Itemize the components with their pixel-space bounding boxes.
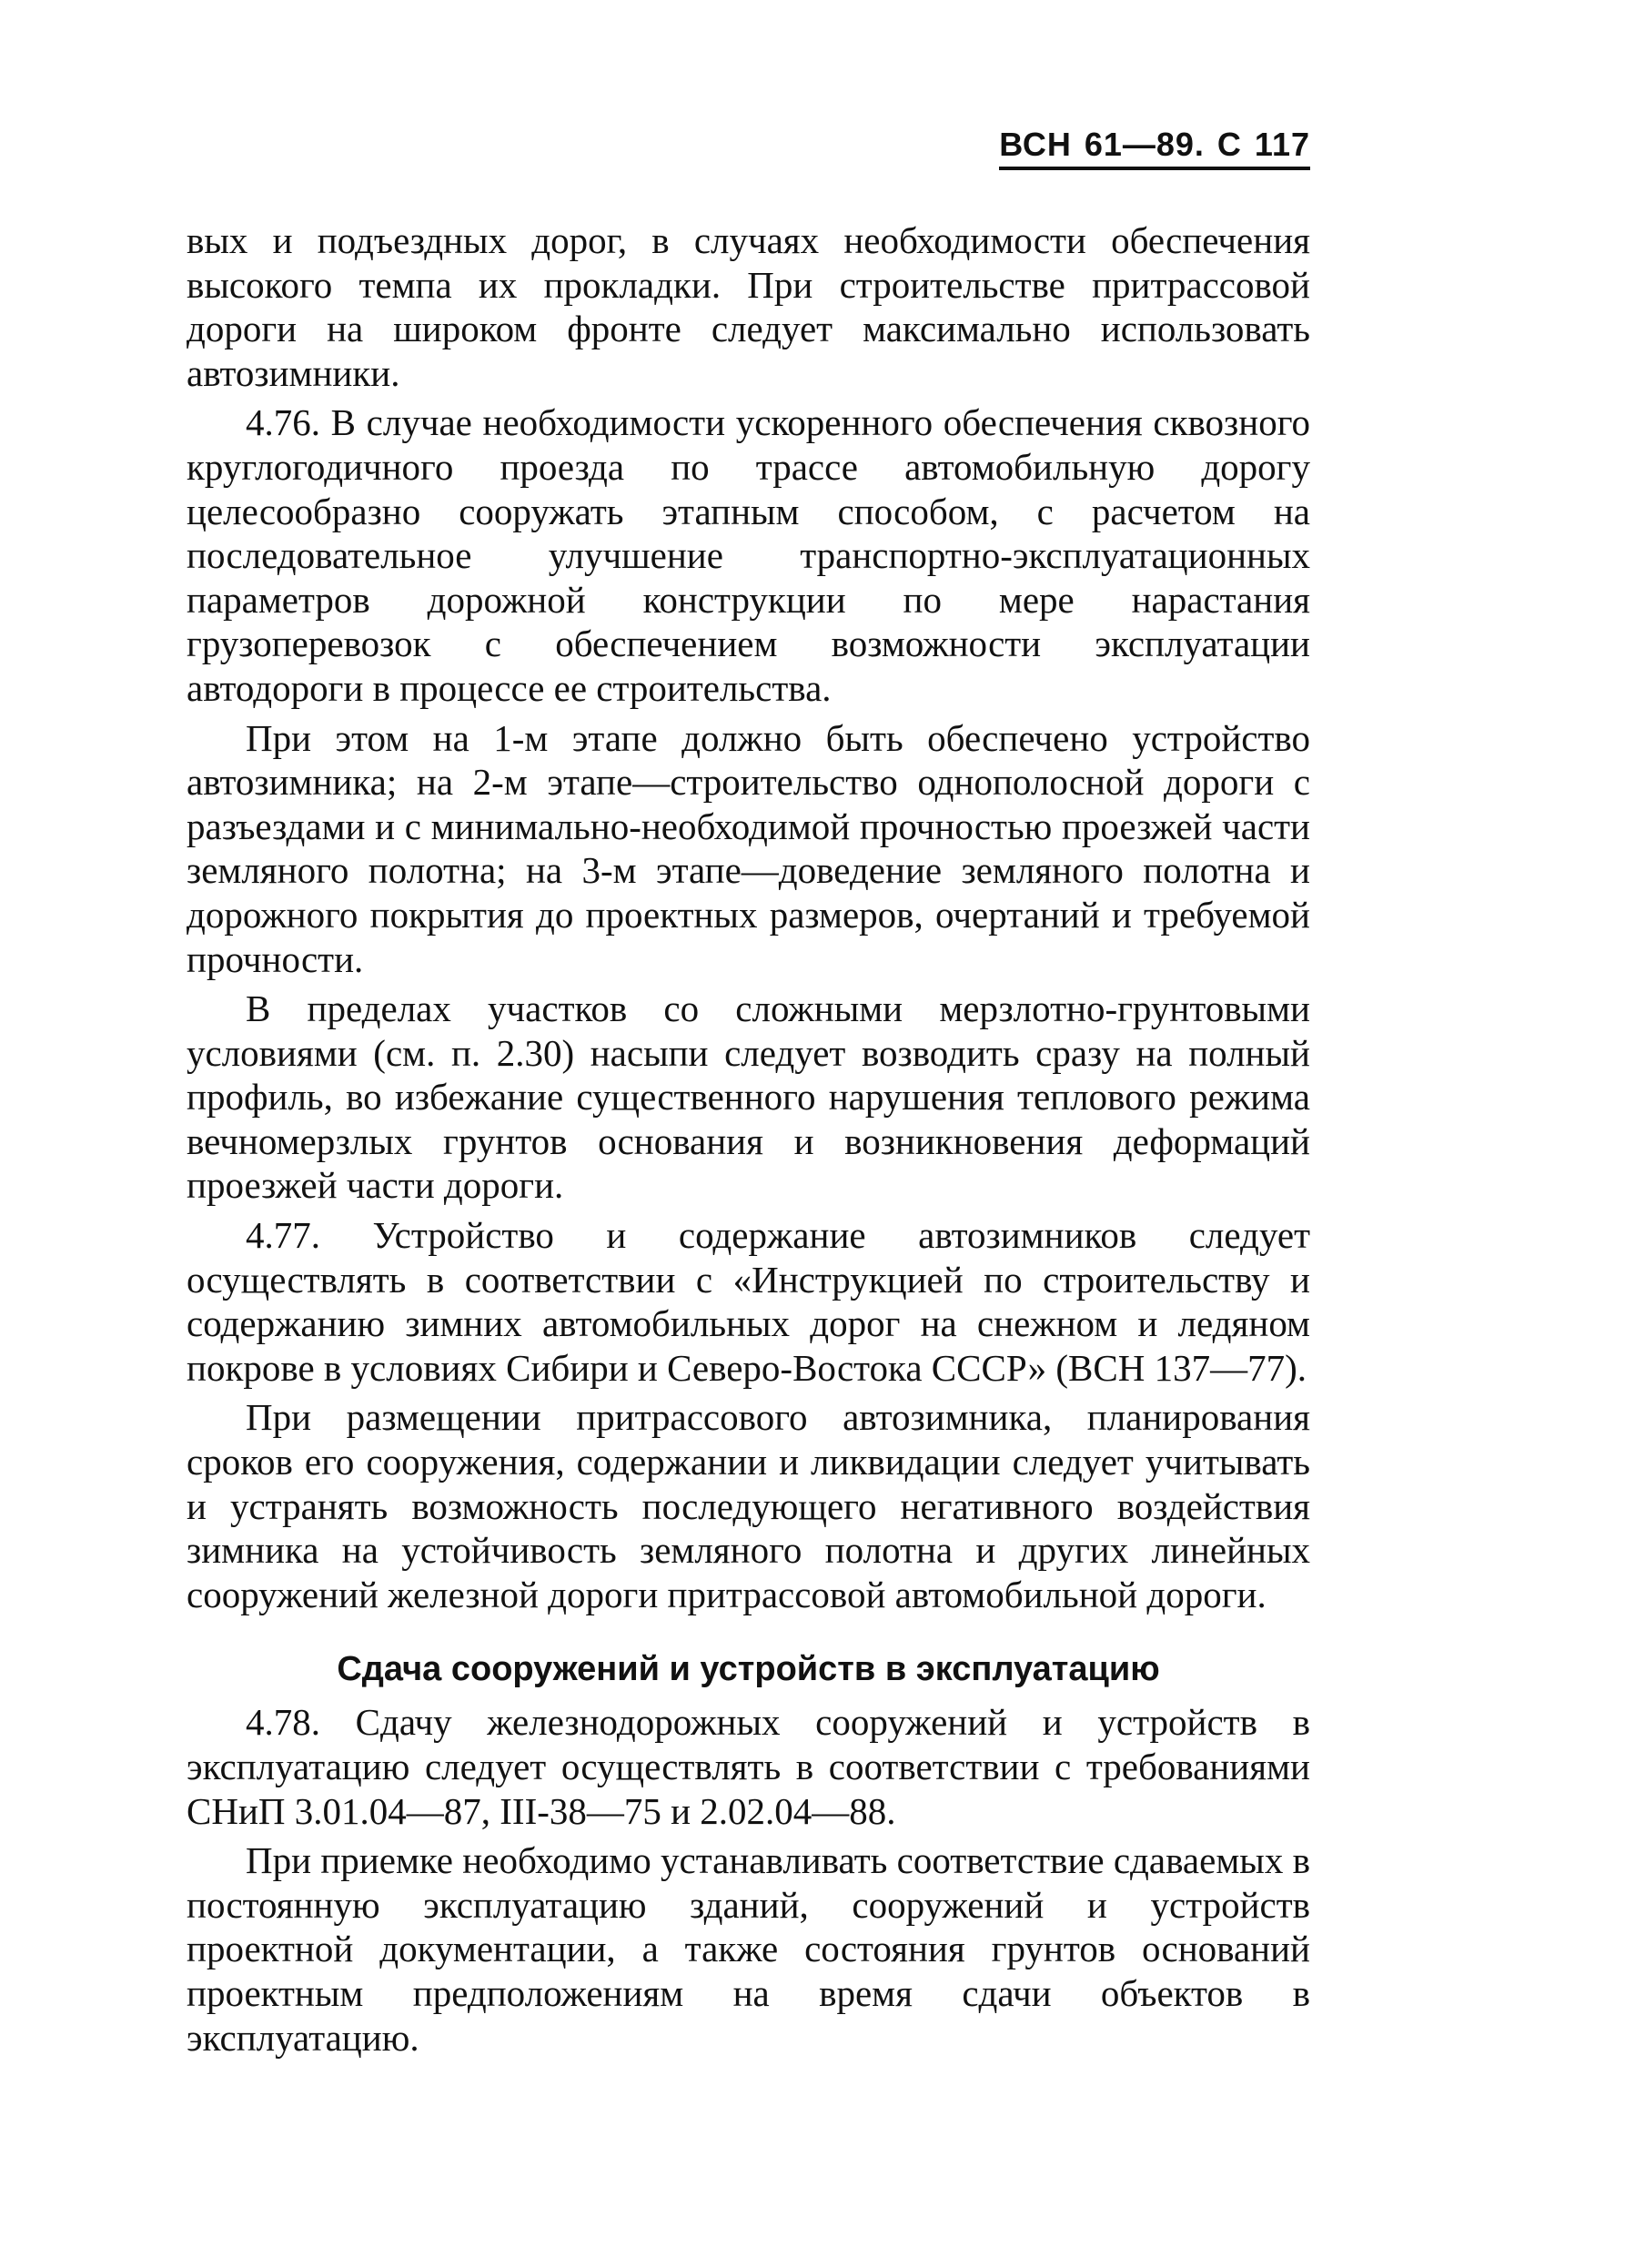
document-number: 61—89.: [1084, 126, 1205, 163]
document-code: ВСН: [999, 126, 1072, 163]
body-text: [187, 218, 1310, 2060]
section-heading: Сдача сооружений и устройств в эксплуатацию: [337, 1650, 1160, 1689]
paragraph-4-78: 4.78. Сдачу железнодорожных сооружений и устройств в эксплуатацию следует осуществлять в соответствии с требованиями СНиП 3.01.04—87, III-38—75 и 2.02.04—88.: [187, 1701, 1310, 1832]
page-label: С: [1216, 126, 1242, 163]
paragraph-winter-road: При размещении притрассового автозимника, планирования сроков его сооружения, содержании и ликвидации следует учитывать и устранять возможность последующего негативного воздействия зимника на устойчивость земляного полотна и других линейных сооружений железной дороги притрассовой автомобильной дороги.: [187, 1396, 1310, 1615]
paragraph-continuation: вых и подъездных дорог, в случаях необходимости обеспечения высокого темпа их прокладки. При строительстве притрассовой дороги на широком фронте следует максимально использовать автозимники.: [187, 219, 1310, 394]
paragraph-acceptance: При приемке необходимо устанавливать соответствие сдаваемых в постоянную эксплуатацию зданий, сооружений и устройств проектной документации, а также состояния грунтов оснований проектным предположениям на время сдачи объектов в эксплуатацию.: [187, 1839, 1310, 2059]
paragraph-stages: При этом на 1-м этапе должно быть обеспечено устройство автозимника; на 2-м этапе—строительство однополосной дороги с разъездами и с минимально-необходимой прочностью проезжей части земляного полотна; на 3-м этапе—доведение земляного полотна и дорожного покрытия до проектных размеров, очертаний и требуемой прочности.: [187, 716, 1310, 980]
paragraph-permafrost: В пределах участков со сложными мерзлотно-грунтовыми условиями (см. п. 2.30) насыпи следует возводить сразу на полный профиль, во избежание существенного нарушения теплового режима вечномерзлых грунтов основания и возникновения деформаций проезжей части дороги.: [187, 987, 1310, 1207]
page-number: 117: [1254, 126, 1310, 163]
document-page: [187, 0, 1310, 2268]
paragraph-4-77: 4.77. Устройство и содержание автозимников следует осуществлять в соответствии с «Инструкцией по строительству и содержанию зимних автомобильных дорог на снежном и ледяном покрове в условиях Сибири и Северо-Востока СССР» (ВСН 137—77).: [187, 1214, 1310, 1389]
running-header: [999, 126, 1310, 170]
paragraph-4-76: 4.76. В случае необходимости ускоренного обеспечения сквозного круглогодичного проезда по трассе автомобильную дорогу целесообразно сооружать этапным способом, с расчетом на последовательное улучшение транспортно-эксплуатационных параметров дорожной конструкции по мере нарастания грузоперевозок с обеспечением возможности эксплуатации автодороги в процессе ее строительства.: [187, 401, 1310, 709]
